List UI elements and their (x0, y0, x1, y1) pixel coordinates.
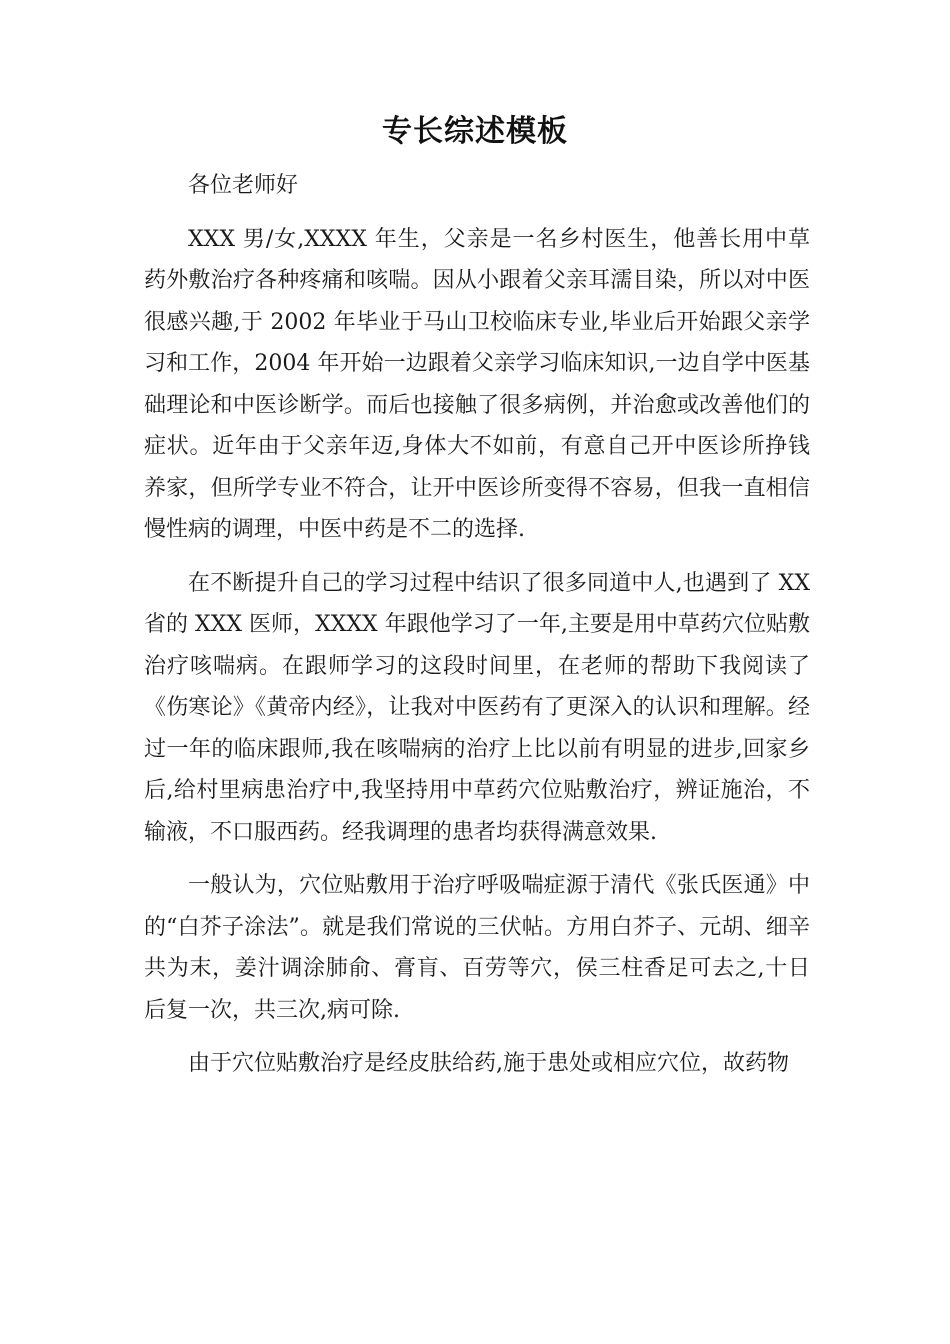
paragraph-study: 在不断提升自己的学习过程中结识了很多同道中人,也遇到了 XX 省的 XXX 医师，XXXX 年跟他学习了一年,主要是用中草药穴位贴敷治疗咳喘病。在跟师学习的这段时间里，在老师的帮助下我阅读了《伤寒论》《黄帝内经》，让我对中医药有了更深入的认识和理解。经过一年的临床跟师,我在咳喘病的治疗上比以前有明显的进步,回家乡后,给村里病患治疗中,我坚持用中草药穴位贴敷治疗，辨证施治，不输液，不口服西药。经我调理的患者均获得满意效果. (144, 570, 811, 845)
greeting-paragraph: 各位老师好 (188, 173, 299, 198)
document-body (144, 165, 810, 1097)
paragraph-background: XXX 男/女,XXXX 年生，父亲是一名乡村医生，他善长用中草药外敷治疗各种疼痛和咳喘。因从小跟着父亲耳濡目染，所以对中医很感兴趣,于 2002 年毕业于马山卫校临床专业,毕业后开始跟父亲学习和工作，2004 年开始一边跟着父亲学习临床知识,一边自学中医基础理论和中医诊断学。而后也接触了很多病例，并治愈或改善他们的症状。近年由于父亲年迈,身体大不如前，有意自己开中医诊所挣钱养家，但所学专业不符合，让开中医诊所变得不容易，但我一直相信慢性病的调理，中医中药是不二的选择. (144, 226, 810, 542)
paragraph-method: 由于穴位贴敷治疗是经皮肤给药,施于患处或相应穴位，故药物 (188, 1051, 789, 1076)
paragraph-history: 一般认为，穴位贴敷用于治疗呼吸喘症源于清代《张氏医通》中的“白芥子涂法”。就是我们常说的三伏帖。方用白芥子、元胡、细辛共为末，姜汁调涂肺俞、膏肓、百劳等穴，侯三柱香足可去之,十日后复一次，共三次,病可除. (144, 873, 810, 1023)
document-title: 专长综述模板 (382, 114, 568, 149)
